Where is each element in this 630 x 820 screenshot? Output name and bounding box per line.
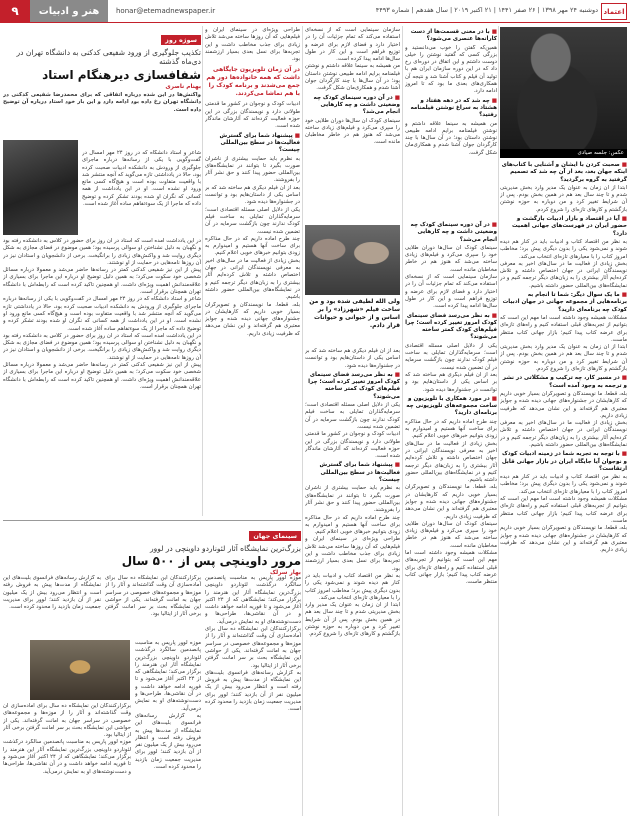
answer-paragraph: سینمای کودک آن سال‌ها دوران طلایی خود را سپری می‌کرد و فیلم‌های زیادی ساخته می‌شد که هنوز هم در خاطر مخاطبان مانده است.	[405, 520, 497, 549]
bottom-kicker: سینمای جهان	[249, 531, 301, 541]
answer-paragraph: بعد از آن فیلم دیگری هم ساخته شد که بر اساس یکی از داستان‌هایم بود و توانست در جشنواره‌ها دیده شود.	[305, 348, 400, 369]
interview-question: ■ چه شد که در دهه هفتاد و هشتاد به سراغ نوشتن فیلمنامه رفتید؟	[405, 98, 497, 120]
photo-caption: عکس: جلسه صیادی	[500, 149, 627, 158]
article-text: برگزارکنندگان این نمایشگاه ده سال برای آماده‌سازی آن وقت گذاشته‌اند و آثار را از موزه‌ها و مجموعه‌های خصوصی در سراسر جهان به امانت گرفته‌اند. یکی از حواشی این نمایشگاه بحث بر سر امانت گرفتن برخی آثار از ایتالیا بود.	[105, 575, 201, 618]
section-email[interactable]: honar@etemadnewspaper.ir	[116, 7, 216, 15]
answer-paragraph: بخش زیادی از فعالیت ما در سال‌های اخیر به معرفی نویسندگان ایرانی در جهان اختصاص داشته و تلاش کرده‌ایم آثار بیشتری را به زبان‌های دیگر ترجمه کنیم و در نمایشگاه‌های بین‌المللی حضور داشته باشیم.	[205, 257, 300, 301]
column-divider	[498, 26, 499, 816]
feature-text: شاعر و استاد دانشگاه که در روز ۲۴ مهر امسال در گفت‌وگویی با یکی از رسانه‌ها درباره ماجرای جلوگیری از ورودش به دانشکده ادبیات صحبت کرده بود، حالا در یادداشتی تازه می‌گوید که آنچه منتشر شد با واقعیت متفاوت بوده است و هیچ‌گاه کسی مانع ورود او نشده است. او در این یادداشت از همه کسانی که نگران او شده بودند تشکر کرده و توضیح داده که ماجرا از یک سوءتفاهم ساده آغاز شده است.	[82, 150, 201, 208]
feature-text: پیش از این نیز شفیعی کدکنی کمتر در رسانه‌ها حاضر می‌شد و معمولا درباره مسائل شخصی خود سکوت می‌کرد؛ به همین دلیل توضیح او درباره این ماجرا برای بسیاری از علاقه‌مندانش اهمیت ویژه‌ای داشت. او همچنین تاکید کرده است که رابطه‌اش با دانشگاه تهران همچنان برقرار است.	[3, 362, 201, 390]
answer-paragraph: ابتدا از آن زمان به عنوان یک مدیر وارد بخش مدیریتی شدم و تا چند سال بعد هم در همین بخش بودم. پس از آن شرایط تغییر کرد و من دوباره به حوزه نوشتن بازگشتم و کارهای تازه‌ای را شروع کردم.	[305, 602, 400, 638]
feature-text: شاعر و استاد دانشگاه که در روز ۲۴ مهر امسال در گفت‌وگویی با یکی از رسانه‌ها درباره ماجرای جلوگیری از ورودش به دانشکده ادبیات صحبت کرده بود، حالا در یادداشتی تازه می‌گوید که آنچه منتشر شد با واقعیت متفاوت بوده است و هیچ‌گاه کسی مانع ورود او نشده است. او در این یادداشت از همه کسانی که نگران او شده بودند تشکر کرده و توضیح داده که ماجرا از یک سوءتفاهم ساده آغاز شده است.	[3, 296, 201, 332]
page-number: ۹	[0, 0, 30, 22]
answer-paragraph: همین‌که گفتن را خوب می‌دانستید و بزرگی کسی که گفتید نوشتن را خیلی دوست داشتم و این اتفاق در دوره‌ای رخ داد که در این دوره سازمان ایران هم با تولید آن فیلم و کتاب آشنا شد و نتیجه آن همکاری‌های بعدی ما بود که تا امروز ادامه دارد.	[405, 44, 497, 95]
answer-paragraph: بله، قطعاً. ما نویسندگان و تصویرگران بسیار خوبی داریم که کارهایشان در جشنواره‌های جهانی دیده شده و جوایز معتبری هم گرفته‌اند و این نشان می‌دهد که ظرفیت زیادی داریم.	[500, 525, 627, 554]
answer-paragraph: سینمای کودک آن سال‌ها دوران طلایی خود را سپری می‌کرد و فیلم‌های زیادی ساخته می‌شد که هنوز هم در خاطر مخاطبان مانده است.	[405, 244, 497, 273]
interview-question: ■ صحبت کردن با ایشان و آشنایی با کتاب‌های اینکه جهان بعد، بعد از آن چه شد که تصمیم گرفتید به گروه برگردید؟	[500, 162, 627, 184]
feature-col-a	[82, 150, 201, 235]
article-text: برگزارکنندگان این نمایشگاه ده سال برای آماده‌سازی آن وقت گذاشته‌اند و آثار را از موزه‌ها و مجموعه‌های خصوصی در سراسر جهان به امانت گرفته‌اند. یکی از حواشی این نمایشگاه بحث بر سر امانت گرفتن برخی آثار از ایتالیا بود.	[205, 626, 301, 669]
mid-left-column	[205, 27, 300, 517]
column-divider	[402, 26, 403, 816]
bottom-col-foot	[3, 703, 131, 816]
mid-right-column	[405, 220, 497, 815]
answer-paragraph: طراحی ویژه‌ای در سینمای ایران و فیلم‌هایی که آن روزها ساخته می‌شد تلاش زیادی برای جذب مخاطب داشت و این تجربه‌ها برای نسل بعدی بسیار ارزشمند بود.	[305, 536, 400, 572]
answer-paragraph: ادبیات کودک و نوجوان در کشور ما قدمتی طولانی دارد و نویسندگان بزرگی در این حوزه فعالیت کرده‌اند که آثارشان ماندگار شده است.	[305, 431, 400, 460]
article-text: به گزارش رسانه‌های فرانسوی بلیت‌های این نمایشگاه از مدت‌ها پیش به فروش رفته است و انتظار می‌رود بیش از یک میلیون نفر از آن بازدید کنند؛ لوور برای مدیریت جمعیت زمان بازدید را محدود کرده است.	[205, 669, 301, 713]
section-divider	[3, 520, 301, 521]
answer-paragraph: چند طرح آماده داریم که در حال مذاکره برای ساخت آنها هستیم و امیدوارم به زودی بتوانیم خبرهای خوبی اعلام کنیم.	[205, 235, 300, 257]
bottom-byline: بهار سرلک	[270, 570, 301, 576]
interview-question: ■ در مسیر کار، چه ترکیب و مشکلاتی در نشر و ترجمه به وجود آمده است؟	[500, 375, 627, 390]
answer-paragraph: ابتدا از آن زمان به عنوان یک مدیر وارد بخش مدیریتی شدم و تا چند سال بعد هم در همین بخش بودم. پس از آن شرایط تغییر کرد و من دوباره به حوزه نوشتن بازگشتم و کارهای تازه‌ای را شروع کردم.	[500, 184, 627, 213]
bottom-subhead: بزرگ‌ترین نمایشگاه آثار لئوناردو داوینچی در لوور	[149, 544, 301, 553]
answer-paragraph: بله، قطعاً. ما نویسندگان و تصویرگران بسیار خوبی داریم که کارهایشان در جشنواره‌های جهانی دیده شده و جوایز معتبری هم گرفته‌اند و این نشان می‌دهد که ظرفیت زیادی داریم.	[205, 301, 300, 337]
interview-question: ■ با در معنی قسمت‌ها از دست کارانه‌ها عنصری می‌شود؟	[405, 29, 497, 44]
answer-paragraph: به نظر من اقتصاد کتاب و ادبیات باید در کنار هم دیده شوند و نمی‌شود یکی را بدون دیگری پیش برد؛ مخاطب امروز کتاب را با معیارهای تازه‌ای انتخاب می‌کند.	[500, 238, 627, 260]
section-title: هنر و ادبیات	[30, 0, 108, 22]
answer-paragraph: سازمان سینمایی است که از نسخه‌ای استفاده می‌کند که تمام جزئیات آن را در اختیار دارد و فضای لازم برای عرضه و توزیع فراهم است و این کار در طول سال‌ها ادامه پیدا کرده است.	[305, 27, 400, 63]
date-line: دوشنبه ۲۴ مهر ۱۳۹۸ | ۲۶ صفر ۱۴۴۱ | ۲۱ اکتبر ۲۰۱۹ | سال هفدهم | شماره ۴۴۹۳	[375, 6, 598, 14]
answer-paragraph: یکی از دلایل اصلی مسئله اقتصادی است؛ سرمایه‌گذاران تمایلی به ساخت فیلم کودک ندارند چون بازگشت سرمایه در آن تضمین شده نیست.	[205, 206, 300, 235]
answer-paragraph: بعد از آن فیلم دیگری هم ساخته شد که بر اساس یکی از داستان‌هایم بود و توانست در جشنواره‌ها دیده شود.	[405, 371, 497, 393]
photo-caption-quote	[305, 298, 400, 344]
answer-paragraph: بخش زیادی از فعالیت ما در سال‌های اخیر به معرفی نویسندگان ایرانی در جهان اختصاص داشته و تلاش کرده‌ایم آثار بیشتری را به زبان‌های دیگر ترجمه کنیم و در نمایشگاه‌های بین‌المللی حضور داشته باشیم.	[500, 260, 627, 289]
bottom-col-lower	[135, 640, 201, 816]
feature-text: در این یادداشت آمده است که استاد در آن روز برای حضور در کلاس به دانشکده رفته بود و نگهبان به دلیل نشناختن او سوالی پرسیده بود؛ همین موضوع در فضای مجازی به شکل دیگری روایت شد و واکنش‌های زیادی را برانگیخت. برخی از دانشجویان و استادان نیز در آن روزها نامه‌هایی در حمایت از او نوشتند.	[3, 238, 201, 266]
interview-question: ■ به نظر می‌رسد فضای سینمای کودک امروز تغییر کرده است؛ چرا فیلم‌های کودک کمتر ساخته می‌شوند؟	[305, 372, 400, 401]
page-header	[0, 0, 630, 23]
interview-question: ■ پیشنهاد شما برای گسترش فعالیت‌ها در سطح بین‌المللی چیست؟	[305, 462, 400, 484]
answer-paragraph: بخش زیادی از فعالیت ما در سال‌های اخیر به معرفی نویسندگان ایرانی در جهان اختصاص داشته و تلاش کرده‌ایم آثار بیشتری را به زبان‌های دیگر ترجمه کنیم و در نمایشگاه‌های بین‌المللی حضور داشته باشیم.	[405, 440, 497, 484]
article-text: به گزارش رسانه‌های فرانسوی بلیت‌های این نمایشگاه از مدت‌ها پیش به فروش رفته است و انتظار می‌رود بیش از یک میلیون نفر از آن بازدید کنند؛ لوور برای مدیریت جمعیت زمان بازدید را محدود کرده است.	[135, 712, 201, 771]
column-divider	[202, 26, 203, 516]
answer-paragraph: سینمای کودک آن سال‌ها دوران طلایی خود را سپری می‌کرد و فیلم‌های زیادی ساخته می‌شد که هنوز هم در خاطر مخاطبان مانده است.	[305, 117, 400, 146]
center-column	[305, 27, 400, 222]
feature-kicker: سوژه روز	[161, 35, 201, 45]
feature-subhead: تکذیب جلوگیری از ورود شفیعی کدکنی به دانشگاه تهران در دی‌ماه گذشته	[16, 48, 201, 66]
answer-paragraph: به نظر من اقتصاد کتاب و ادبیات باید در کنار هم دیده شوند و نمی‌شود یکی را بدون دیگری پیش برد؛ مخاطب امروز کتاب را با معیارهای تازه‌ای انتخاب می‌کند.	[500, 474, 627, 495]
interview-photo	[500, 27, 627, 149]
article-text: موزه لوور پاریس به مناسبت پانصدمین سالگرد درگذشت لئوناردو داوینچی بزرگ‌ترین نمایشگاه آثار این هنرمند را برگزار می‌کند؛ نمایشگاهی که از ۲۴ اکتبر آغاز می‌شود و تا فوریه ادامه خواهد داشت و در آن نقاشی‌ها، طراحی‌ها و دست‌نوشته‌های او به نمایش درمی‌آید.	[3, 739, 131, 775]
answer-paragraph: چند طرح آماده داریم که در حال مذاکره برای ساخت آنها هستیم و امیدوارم به زودی بتوانیم خبرهای خوبی اعلام کنیم.	[405, 418, 497, 440]
article-text: برگزارکنندگان این نمایشگاه ده سال برای آماده‌سازی آن وقت گذاشته‌اند و آثار را از موزه‌ها و مجموعه‌های خصوصی در سراسر جهان به امانت گرفته‌اند. یکی از حواشی این نمایشگاه بحث بر سر امانت گرفتن برخی آثار از ایتالیا بود.	[3, 703, 131, 739]
interview-question: ■ در آن دوره سینمای کودک چه وضعیتی داشت و چه کارهایی انجام می‌شد؟	[405, 222, 497, 244]
answer-paragraph: من همیشه به سینما علاقه داشتم و نوشتن فیلمنامه برایم ادامه طبیعی نوشتن داستان بود؛ در آن سال‌ها با چند کارگردان جوان آشنا شدم و همکاری‌مان شکل گرفت.	[405, 120, 497, 156]
interview-question: ■ در آن دوره سینمای کودک چه وضعیتی داشت و چه کارهایی انجام می‌شد؟	[305, 95, 400, 117]
answer-paragraph: سازمان سینمایی است که از نسخه‌ای استفاده می‌کند که تمام جزئیات آن را در اختیار دارد و فضای لازم برای عرضه و توزیع فراهم است و این کار در طول سال‌ها ادامه پیدا کرده است.	[405, 274, 497, 310]
highlight-text: در آن زمان تلویزیون جایگاهی داشت که همه خانواده‌ها دور هم جمع می‌شدند و برنامه کودک را با هم تماشا می‌کردند.	[206, 66, 300, 98]
interview-question: ■ ما یک سوال دیگر: شما تا انجام به برنامه‌هایی از مجموعه جهانی در جهان ادبیات کودک چه برنامه‌ای دارید؟	[500, 292, 627, 314]
article-text: به گزارش رسانه‌های فرانسوی بلیت‌های این نمایشگاه از مدت‌ها پیش به فروش رفته است و انتظار می‌رود بیش از یک میلیون نفر از آن بازدید کنند؛ لوور برای مدیریت جمعیت زمان بازدید را محدود کرده است.	[3, 575, 101, 611]
answer-paragraph: به نظرم باید حمایت بیشتری از ناشران صورت بگیرد تا بتوانند در نمایشگاه‌های بین‌المللی حضور پیدا کنند و حق نشر آثار را بفروشند.	[205, 155, 300, 184]
answer-paragraph: به نظرم باید حمایت بیشتری از ناشران صورت بگیرد تا بتوانند در نمایشگاه‌های بین‌المللی حضور پیدا کنند و حق نشر آثار را بفروشند.	[305, 485, 400, 514]
bottom-col-mid	[105, 575, 201, 635]
answer-paragraph: یکی از دلایل اصلی مسئله اقتصادی است؛ سرمایه‌گذاران تمایلی به ساخت فیلم کودک ندارند چون بازگشت سرمایه در آن تضمین شده نیست.	[405, 342, 497, 371]
interview-question: ■ آیا در اقتصاد و بازار ادبیات بازگشت و حضور ایران در فهرست‌های جهانی اهمیت دارد؟	[500, 216, 627, 238]
answer-paragraph: ابتدا از آن زمان به عنوان یک مدیر وارد بخش مدیریتی شدم و تا چند سال بعد هم در همین بخش بودم. پس از آن شرایط تغییر کرد و من دوباره به حوزه نوشتن بازگشتم و کارهای تازه‌ای را شروع کردم.	[500, 344, 627, 373]
article-text: موزه لوور پاریس به مناسبت پانصدمین سالگرد درگذشت لئوناردو داوینچی بزرگ‌ترین نمایشگاه آثار این هنرمند را برگزار می‌کند؛ نمایشگاهی که از ۲۴ اکتبر آغاز می‌شود و تا فوریه ادامه خواهد داشت و در آن نقاشی‌ها، طراحی‌ها و دست‌نوشته‌های او به نمایش درمی‌آید.	[135, 640, 201, 712]
interview-question: ■ در مورد همکاری با تلویزیون و ساخت مجموعه‌های تلویزیونی چه برنامه‌ای دارید؟	[405, 396, 497, 418]
answer-paragraph: ادبیات کودک و نوجوان در کشور ما قدمتی طولانی دارد و نویسندگان بزرگی در این حوزه فعالیت کرده‌اند که آثارشان ماندگار شده است.	[205, 101, 300, 130]
interview-question: ■ با توجه به تجربه شما در زمینه ادبیات کودک و نوجوان آیا جایگاه ایران در بازار جهانی قابل ارتقاست؟	[500, 451, 627, 473]
caption-text: ولی الله لطیفی شده بود و من ساخت فیلم «شهرزاد» را بر اساس و از حیوانی و حیوانات قرار دادم.	[309, 298, 400, 329]
feature-lead: واکنش‌ها در این شده درباره اتفاقی که برای محمدرضا شفیعی کدکنی در دانشگاه تهران رخ داده بود ادامه دارد و این بار خود استاد درباره آن توضیح داده است.	[3, 92, 201, 113]
answer-paragraph: بله، قطعاً. ما نویسندگان و تصویرگران بسیار خوبی داریم که کارهایشان در جشنواره‌های جهانی دیده شده و جوایز معتبری هم گرفته‌اند و این نشان می‌دهد که ظرفیت زیادی داریم.	[500, 390, 627, 419]
bottom-headline: مرور داوینچی پس از ۵۰۰ سال	[121, 554, 301, 568]
feature-text: در این یادداشت آمده است که استاد در آن روز برای حضور در کلاس به دانشکده رفته بود و نگهبان به دلیل نشناختن او سوالی پرسیده بود؛ همین موضوع در فضای مجازی به شکل دیگری روایت شد و واکنش‌های زیادی را برانگیخت. برخی از دانشجویان و استادان نیز در آن روزها نامه‌هایی در حمایت از او نوشتند.	[3, 332, 201, 361]
feature-byline: بهنام ناصری	[165, 84, 201, 90]
answer-paragraph: چند طرح آماده داریم که در حال مذاکره برای ساخت آنها هستیم و امیدوارم به زودی بتوانیم خبرهای خوبی اعلام کنیم.	[305, 514, 400, 536]
answer-paragraph: مشکلات همیشه وجود داشته است اما مهم این است که بتوانیم از تجربه‌های قبلی استفاده کنیم و راه‌های تازه‌ای برای عرضه کتاب پیدا کنیم؛ بازار جهانی کتاب منتظر ماست.	[500, 496, 627, 524]
intro-block	[405, 27, 497, 217]
right-column	[500, 160, 627, 815]
interview-question: ■ پیشنهاد شما برای گسترش فعالیت‌ها در سطح بین‌المللی چیست؟	[205, 133, 300, 155]
article-text: موزه لوور پاریس به مناسبت پانصدمین سالگرد درگذشت لئوناردو داوینچی بزرگ‌ترین نمایشگاه آثار این هنرمند را برگزار می‌کند؛ نمایشگاهی که از ۲۴ اکتبر آغاز می‌شود و تا فوریه ادامه خواهد داشت و در آن نقاشی‌ها، طراحی‌ها و دست‌نوشته‌های او به نمایش درمی‌آید.	[205, 575, 301, 625]
feature-headline: شفافسازی دیرهنگام استاد	[42, 68, 201, 82]
answer-paragraph: بخش زیادی از فعالیت ما در سال‌های اخیر به معرفی نویسندگان ایرانی در جهان اختصاص داشته و تلاش کرده‌ایم آثار بیشتری را به زبان‌های دیگر ترجمه کنیم و در نمایشگاه‌های بین‌المللی حضور داشته باشیم.	[500, 420, 627, 448]
bottom-col-left	[3, 575, 101, 635]
answer-paragraph: مشکلات همیشه وجود داشته است اما مهم این است که بتوانیم از تجربه‌های قبلی استفاده کنیم و راه‌های تازه‌ای برای عرضه کتاب پیدا کنیم؛ بازار جهانی کتاب منتظر ماست.	[405, 550, 497, 586]
feature-col-b	[3, 238, 201, 518]
highlight-quote	[205, 66, 300, 98]
interview-photo-2	[305, 225, 400, 295]
center-column-lower	[305, 348, 400, 816]
answer-paragraph: یکی از دلایل اصلی مسئله اقتصادی است؛ سرمایه‌گذاران تمایلی به ساخت فیلم کودک ندارند چون بازگشت سرمایه در آن تضمین شده نیست.	[305, 402, 400, 430]
answer-paragraph: طراحی ویژه‌ای در سینمای ایران و فیلم‌هایی که آن روزها ساخته می‌شد تلاش زیادی برای جذب مخاطب داشت و این تجربه‌ها برای نسل بعدی بسیار ارزشمند بود.	[205, 27, 300, 63]
louvre-photo	[30, 640, 130, 700]
answer-paragraph: بعد از آن فیلم دیگری هم ساخته شد که بر اساس یکی از داستان‌هایم بود و توانست در جشنواره‌ها دیده شود.	[205, 184, 300, 206]
feature-text: پیش از این نیز شفیعی کدکنی کمتر در رسانه‌ها حاضر می‌شد و معمولا درباره مسائل شخصی خود سکوت می‌کرد؛ به همین دلیل توضیح او درباره این ماجرا برای بسیاری از علاقه‌مندانش اهمیت ویژه‌ای داشت. او همچنین تاکید کرده است که رابطه‌اش با دانشگاه تهران همچنان برقرار است.	[3, 267, 201, 296]
newspaper-logo: اعتماد	[601, 3, 627, 20]
answer-paragraph: به نظر من اقتصاد کتاب و ادبیات باید در کنار هم دیده شوند و نمی‌شود یکی را بدون دیگری پیش برد؛ مخاطب امروز کتاب را با معیارهای تازه‌ای انتخاب می‌کند.	[305, 572, 400, 601]
author-portrait	[3, 140, 78, 235]
answer-paragraph: بله، قطعاً. ما نویسندگان و تصویرگران بسیار خوبی داریم که کارهایشان در جشنواره‌های جهانی دیده شده و جوایز معتبری هم گرفته‌اند و این نشان می‌دهد که ظرفیت زیادی داریم.	[405, 484, 497, 520]
bottom-col-right	[205, 575, 301, 815]
answer-paragraph: مشکلات همیشه وجود داشته است اما مهم این است که بتوانیم از تجربه‌های قبلی استفاده کنیم و راه‌های تازه‌ای برای عرضه کتاب پیدا کنیم؛ بازار جهانی کتاب منتظر ماست.	[500, 314, 627, 343]
answer-paragraph: من همیشه به سینما علاقه داشتم و نوشتن فیلمنامه برایم ادامه طبیعی نوشتن داستان بود؛ در آن سال‌ها با چند کارگردان جوان آشنا شدم و همکاری‌مان شکل گرفت.	[305, 63, 400, 92]
interview-question: ■ به نظر می‌رسد فضای سینمای کودک امروز تغییر کرده است؛ چرا فیلم‌های کودک کمتر ساخته می‌شوند؟	[405, 313, 497, 342]
column-divider	[302, 26, 303, 816]
